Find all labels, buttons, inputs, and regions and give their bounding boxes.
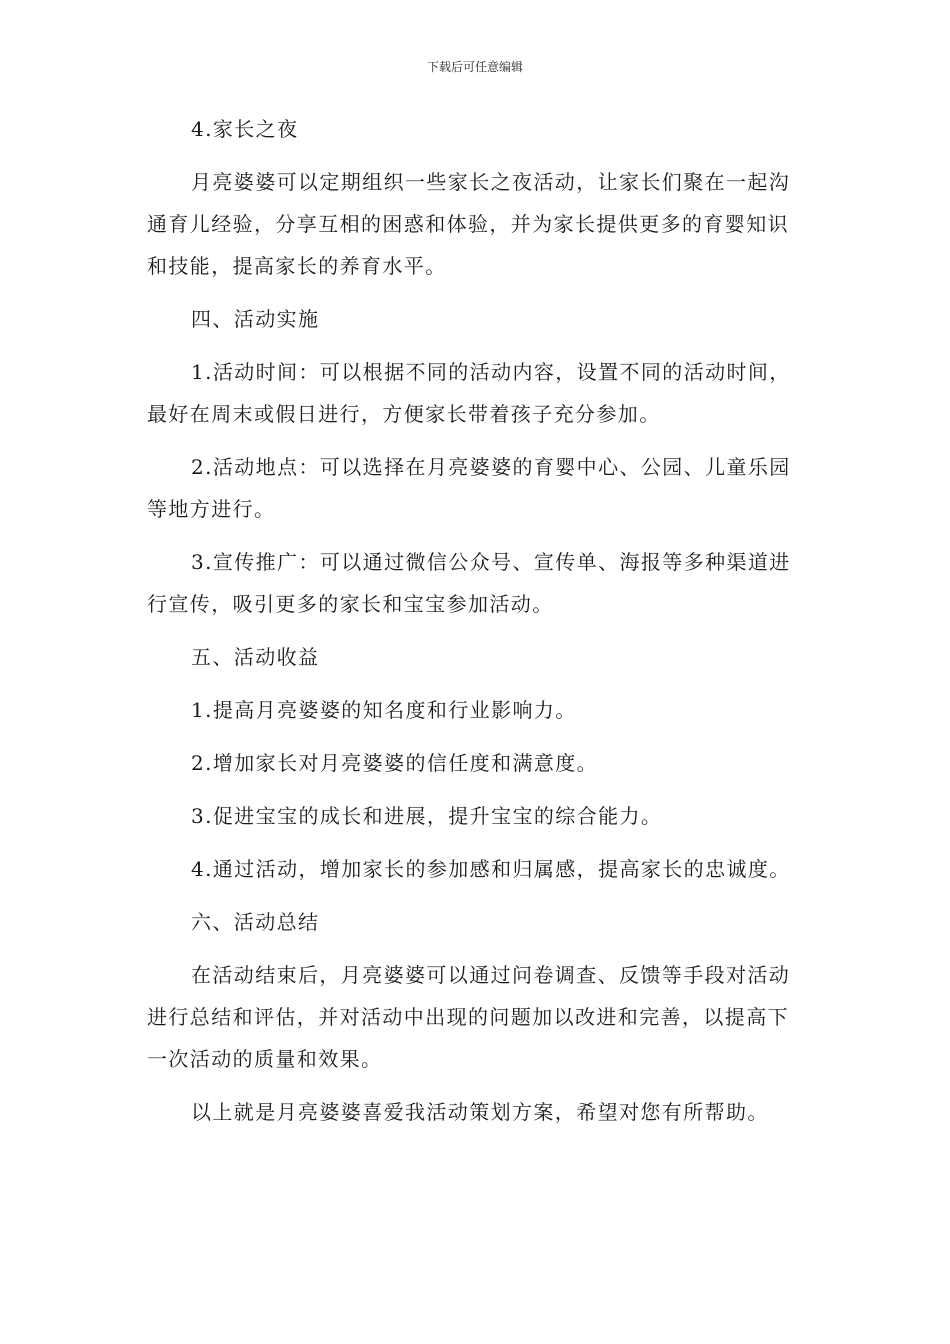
closing-paragraph: 以上就是月亮婆婆喜爱我活动策划方案，希望对您有所帮助。 (191, 1100, 769, 1124)
section-heading-summary: 六、活动总结 (191, 910, 320, 934)
list-item: 2.增加家长对月亮婆婆的信任度和满意度。 (191, 751, 599, 775)
list-item: 3.宣传推广：可以通过微信公众号、宣传单、海报等多种渠道进行宣传，吸引更多的家长和宝宝参加活动。 (147, 550, 791, 616)
section-heading-implementation: 四、活动实施 (191, 307, 320, 331)
list-item: 3.促进宝宝的成长和进展，提升宝宝的综合能力。 (191, 804, 663, 828)
body-paragraph: 月亮婆婆可以定期组织一些家长之夜活动，让家长们聚在一起沟通育儿经验，分享互相的困惑和体验，并为家长提供更多的育婴知识和技能，提高家长的养育水平。 (147, 170, 791, 278)
document-body (147, 108, 807, 1144)
section-heading-benefits: 五、活动收益 (191, 645, 320, 669)
body-paragraph: 在活动结束后，月亮婆婆可以通过问卷调查、反馈等手段对活动进行总结和评估，并对活动中出现的问题加以改进和完善，以提高下一次活动的质量和效果。 (147, 963, 791, 1071)
list-item: 1.活动时间：可以根据不同的活动内容，设置不同的活动时间，最好在周末或假日进行，方便家长带着孩子充分参加。 (147, 360, 791, 426)
page-header-note: 下载后可任意编辑 (426, 60, 523, 74)
list-item: 4.通过活动，增加家长的参加感和归属感，提高家长的忠诚度。 (191, 857, 791, 881)
section-item-parents-night: 4.家长之夜 (191, 117, 299, 141)
list-item: 1.提高月亮婆婆的知名度和行业影响力。 (191, 698, 577, 722)
list-item: 2.活动地点：可以选择在月亮婆婆的育婴中心、公园、儿童乐园等地方进行。 (147, 455, 791, 521)
